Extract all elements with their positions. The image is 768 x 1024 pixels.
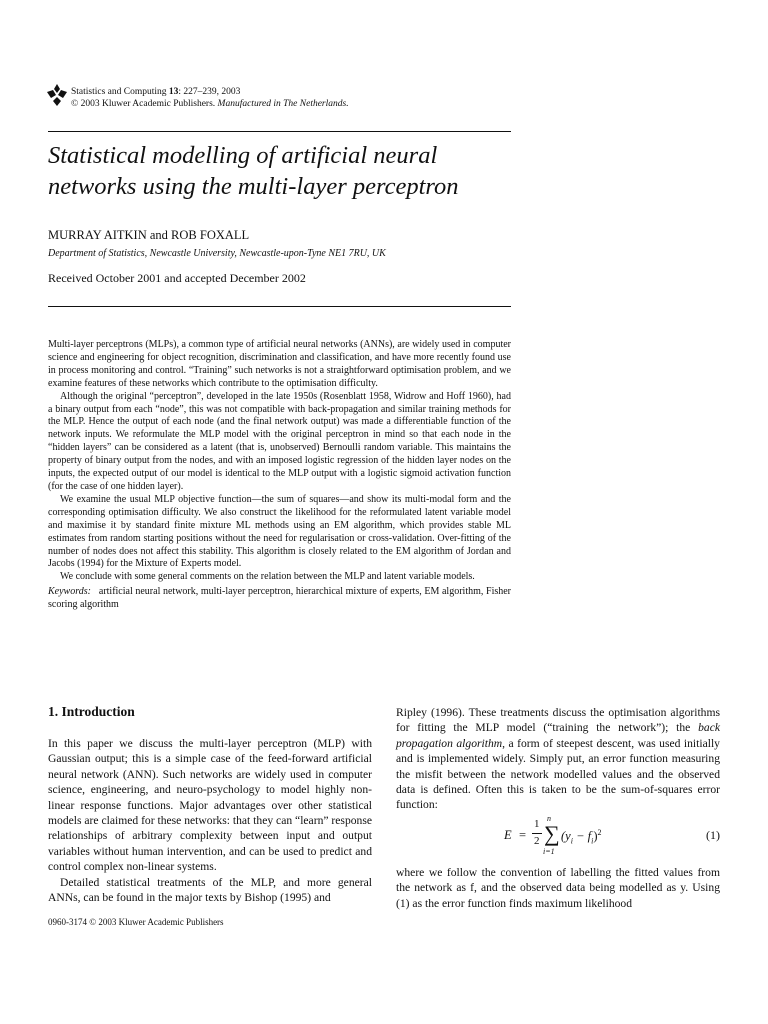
- abstract-paragraph: We conclude with some general comments on the relation between the MLP and latent variable models.: [60, 571, 475, 583]
- received-date: Received October 2001 and accepted December 2002: [48, 271, 306, 285]
- body-paragraph: Detailed statistical treatments of the MLP, and more general ANNs, can be found in the major texts by Bishop (1995) and: [48, 875, 372, 905]
- issn-footer: 0960-3174 © 2003 Kluwer Academic Publishers: [48, 917, 224, 927]
- section-heading: 1. Introduction: [48, 704, 135, 719]
- journal-citation: Statistics and Computing 13: 227–239, 2003: [71, 87, 241, 97]
- abstract-paragraph: Although the original “perceptron”, developed in the late 1950s (Rosenblatt 1958, Widrow and Hoff 1960), had a binary output from each “node”, this was not compatible with back-propagation and similar training methods for the MLP. Hence the output of each node (and the final network output) was made a differentiable function of the network inputs. We reformulate the MLP model with the original perceptron in mind so that each node in the “hidden layers” can be considered as a latent (that is, unobserved) Bernoulli random variable. This maintains the property of binary output from the nodes, and with an imposed logistic regression of the hidden layer nodes on the inputs, the expected output of our model is identical to the MLP output with a logistic sigmoid activation function (for the case of one hidden layer).: [48, 390, 511, 492]
- authors: MURRAY AITKIN and ROB FOXALL: [48, 228, 250, 242]
- publisher-logo-icon: [47, 84, 67, 106]
- bottom-rule: [48, 306, 511, 307]
- affiliation: Department of Statistics, Newcastle University, Newcastle-upon-Tyne NE1 7RU, UK: [48, 248, 386, 259]
- paper-title: Statistical modelling of artificial neural networks using the multi-layer perceptron: [48, 142, 459, 200]
- keywords-label: Keywords:: [48, 586, 91, 598]
- right-column: [396, 705, 720, 813]
- equation-1: E = 1 2 n ∑ i=1 $(y_i - f_i)^2$ (1): [504, 814, 720, 856]
- left-column: [48, 736, 372, 905]
- abstract: [48, 339, 511, 612]
- body-paragraph: where we follow the convention of labelling the fitted values from the network as f, and the observed data being modelled as y. Using (1) as the error function finds maximum likelihood: [396, 866, 720, 910]
- keywords: [48, 586, 511, 612]
- equation-number: (1): [706, 828, 720, 842]
- body-paragraph: Ripley (1996). These treatments discuss the optimisation algorithms for fitting the MLP model (“training the network”); the back propagation algorithm, a form of steepest descent, was used initially and is implemented widely. Simply put, an error function measuring the misfit between the network modelled values and the observed data is defined. Often this is taken to be the sum-of-squares error function:: [396, 706, 720, 812]
- publisher-line: © 2003 Kluwer Academic Publishers. Manufactured in The Netherlands.: [71, 99, 349, 109]
- body-paragraph: In this paper we discuss the multi-layer perceptron (MLP) with Gaussian output; this is a simple case of the feed-forward artificial neural network (ANN). Such networks are widely used in computer science, engineering, and neuro-psychology to model highly non-linear response functions. Major advantages over other statistical models are claimed for these networks: that they can “learn” response relationships of arbitrary complexity between input and output variables without human intervention, and can be used to predict and control complex non-linear systems.: [48, 737, 372, 874]
- top-rule: [48, 131, 511, 132]
- abstract-paragraph: We examine the usual MLP objective function—the sum of squares—and show its multi-modal form and the corresponding optimisation difficulty. We also construct the likelihood for the reformulated latent variable model and maximise it by standard finite mixture ML methods using an EM algorithm, which provides stable ML estimates from random starting positions without the need for regularisation or cross-validation. Over-fitting of the number of nodes does not affect this stability. This algorithm is closely related to the EM algorithm of Jordan and Jacobs (1994) for the Mixture of Experts model.: [48, 493, 511, 570]
- right-column-continued: [396, 865, 720, 911]
- abstract-paragraph: Multi-layer perceptrons (MLPs), a common type of artificial neural networks (ANNs), are widely used in computer science and engineering for object recognition, discrimination and classification, and have more recently found use in process monitoring and control. “Training” such networks is not a straightforward optimisation problem, and we examine features of these networks which contribute to the optimisation difficulty.: [48, 339, 511, 389]
- keywords-text: artificial neural network, multi-layer perceptron, hierarchical mixture of experts, EM algorithm, Fisher scoring algorithm: [48, 586, 512, 611]
